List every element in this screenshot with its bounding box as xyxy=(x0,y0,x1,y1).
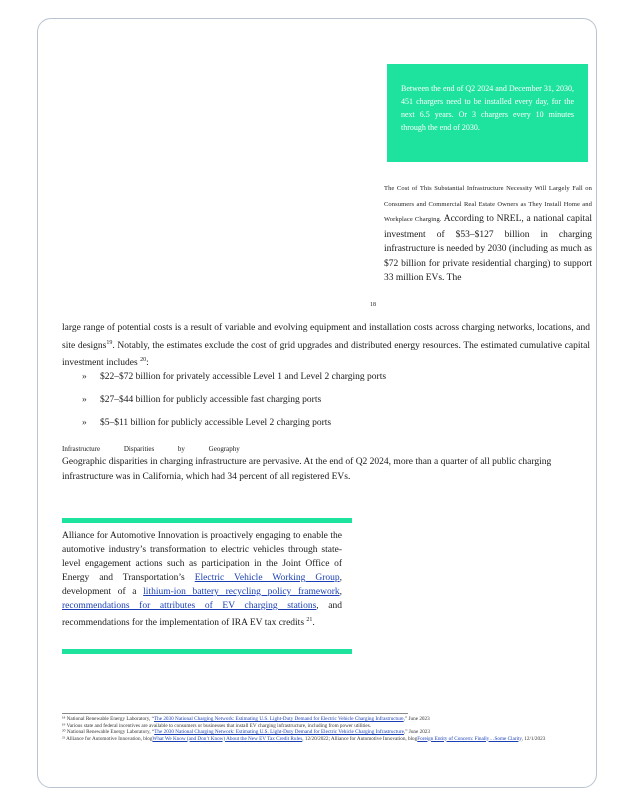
bullet-text: $5–$11 billion for publicly accessible Level 2 charging ports xyxy=(100,418,332,428)
footnote-ref-20: 20 xyxy=(140,357,147,364)
footnote-ref-19: 19 xyxy=(106,339,113,346)
bullet-text: $22–$72 billion for privately accessible Level 1 and Level 2 charging ports xyxy=(100,372,387,382)
main-text-c: : xyxy=(146,358,149,369)
alliance-text-1: Alliance for Automotive Innovation is proactively engaging to enable the automotive industry’s transformation to electric vehicles through state-level engagement actions such as participation in the Joint Office of Energy and Transportation’s xyxy=(62,531,342,583)
footnote-21 xyxy=(62,736,582,743)
fn18-text: ¹⁸ National Renewable Energy Laboratory, “ xyxy=(62,716,154,722)
stat-callout-box xyxy=(387,64,588,162)
fn21-text: ²¹ Alliance for Automotive Innovation, blog xyxy=(62,735,153,742)
bullet-mark: » xyxy=(82,395,87,405)
main-text-b: . Notably, the estimates exclude the cost of grid upgrades and distributed energy resources. The estimated cumulative capital investment includes xyxy=(62,340,590,369)
list-item xyxy=(82,372,562,395)
footnote-ref-21: 21 xyxy=(306,617,313,623)
investment-bullet-list xyxy=(82,372,562,441)
main-paragraph xyxy=(62,321,590,371)
fn20-link[interactable]: The 2030 National Charging Network: Estimating U.S. Light-Duty Demand for Electric Vehicle Charging Infrastructure xyxy=(154,729,404,735)
geography-paragraph: Geographic disparities in charging infrastructure are pervasive. At the end of Q2 2024, more than a quarter of all public charging infrastructure was in California, which had 34 percent of all registered EVs. xyxy=(62,457,552,482)
bullet-mark: » xyxy=(82,372,87,382)
footnote-divider xyxy=(62,713,408,714)
fn20-tail: ,” June 2023 xyxy=(403,729,430,735)
fn21-mid: , 12/20/2022; Alliance for Automotive Innovation, blog xyxy=(302,735,418,742)
bullet-text: $27–$44 billion for publicly accessible fast charging ports xyxy=(100,395,322,405)
bullet-mark: » xyxy=(82,418,87,428)
fn20-text: ²⁰ National Renewable Energy Laboratory, “ xyxy=(62,729,155,735)
side-body-text: According to NREL, a national capital investment of $53–$127 billion in charging infrastructure is needed by 2030 (including as much as $72 billion for private residential charging) to support 33 million EVs. The xyxy=(384,214,592,283)
section-heading-geography: Infrastructure Disparities by Geography xyxy=(62,445,240,453)
alliance-text-3: , xyxy=(339,587,343,597)
fn18-tail: ,” June 2023 xyxy=(403,716,430,722)
side-column xyxy=(384,181,592,286)
fn21-link-1[interactable]: What We Know (and Don’t Know) About the New EV Tax Credit Rules xyxy=(152,735,303,742)
link-battery-recycling[interactable]: lithium-ion battery recycling policy framework xyxy=(143,587,340,597)
alliance-text xyxy=(62,529,342,630)
alliance-highlight-box xyxy=(62,518,352,654)
list-item xyxy=(82,395,562,418)
alliance-text-5: . xyxy=(312,618,315,629)
footnote-19: ¹⁹ Various state and federal incentives are available to consumers or businesses that install EV charging infrastructure, including from power utilities. xyxy=(62,722,372,729)
box-top-bar xyxy=(62,518,352,523)
fn18-link[interactable]: The 2030 National Charging Network: Estimating U.S. Light-Duty Demand for Electric Vehicle Charging Infrastructure xyxy=(153,716,404,722)
fn21-link-2[interactable]: Foreign Entity of Concern: Finally…Some Clarity xyxy=(417,735,522,742)
footnote-ref-18: 18 xyxy=(370,302,376,308)
box-bottom-bar xyxy=(62,649,352,654)
link-ev-charging-attributes[interactable]: recommendations for attributes of EV charging stations xyxy=(62,601,317,611)
callout-text: Between the end of Q2 2024 and December 31, 2030, 451 chargers need to be installed every day, for the next 6.5 years. Or 3 chargers every 10 minutes through the end of 2030. xyxy=(401,84,574,132)
link-ev-working-group[interactable]: Electric Vehicle Working Group xyxy=(194,573,340,583)
main-text-a: large range of potential costs is a result of variable and evolving equipment and installation costs across charging networks, locations, and site designs xyxy=(62,323,590,351)
list-item xyxy=(82,418,562,441)
alliance-text-2: , development of a xyxy=(62,573,342,597)
side-lead-heading: The Cost of This Substantial Infrastructure Necessity Will Largely Fall on Consumers and Commercial Real Estate Owners as They Install Home and Workplace Charging. xyxy=(384,185,592,223)
fn21-tail: , 12/1/2023 xyxy=(521,735,546,742)
alliance-text-4: , and recommendations for the implementation of IRA EV tax credits xyxy=(62,601,342,629)
footnotes xyxy=(62,716,582,742)
